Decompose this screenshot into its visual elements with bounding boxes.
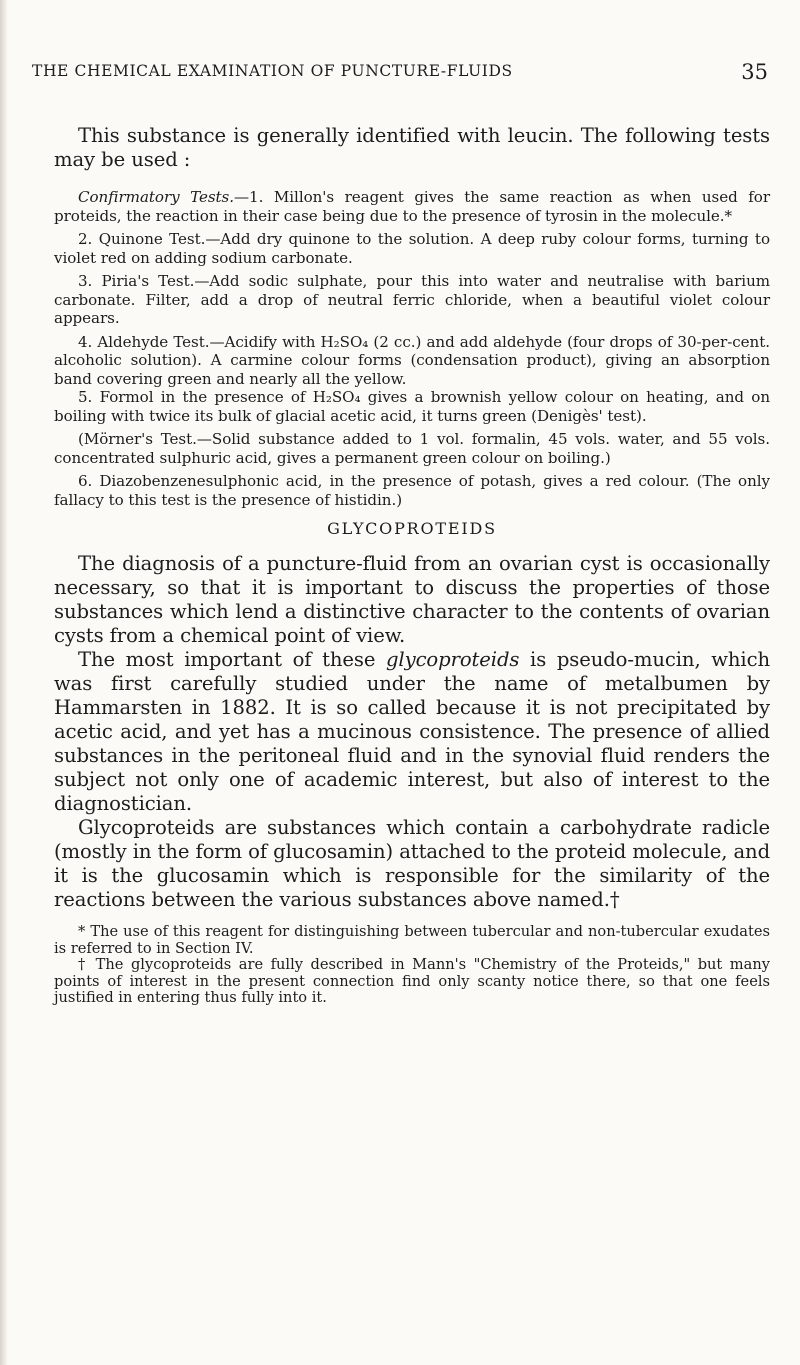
confirmatory-tests-label: Confirmatory Tests. — [78, 188, 234, 206]
page-body — [54, 124, 770, 1007]
footnote-asterisk: * The use of this reagent for distinguishing between tubercular and non-tubercular exudates is referred to in Section IV. — [54, 923, 770, 957]
footnote-dagger: † The glycoproteids are fully described in Mann's "Chemistry of the Proteids," but many points of interest in the present connection find only scanty notice there, so that one feels justified in entering thus fully into it. — [54, 956, 770, 1007]
morner-test: (Mörner's Test.—Solid substance added to 1 vol. formalin, 45 vols. water, and 55 vols. concentrated sulphuric acid, gives a permanent green colour on boiling.) — [54, 430, 770, 467]
section-heading: GLYCOPROTEIDS — [327, 519, 497, 538]
test-4-aldehyde: 4. Aldehyde Test.—Acidify with H₂SO₄ (2 cc.) and add aldehyde (four drops of 30-per-cent. alcoholic solution). A carmine colour forms (condensation product), giving an absorption band covering green and nearly all the yellow. — [54, 332, 770, 388]
test-6-diazobenzene: 6. Diazobenzenesulphonic acid, in the presence of potash, gives a red colour. (The only fallacy to this test is the presence of histidin.) — [54, 472, 770, 509]
test-2-quinone: 2. Quinone Test.—Add dry quinone to the solution. A deep ruby colour forms, turning to violet red on adding sodium carbonate. — [54, 230, 770, 267]
glycoproteids-paragraph-2 — [54, 648, 770, 816]
test-5-formol: 5. Formol in the presence of H₂SO₄ gives a brownish yellow colour on heating, and on boiling with twice its bulk of glacial acetic acid, it turns green (Denigès' test). — [54, 388, 770, 425]
running-title: THE CHEMICAL EXAMINATION OF PUNCTURE-FLUIDS — [32, 62, 513, 80]
glycoproteids-paragraph-3: Glycoproteids are substances which contain a carbohydrate radicle (mostly in the form of glucosamin) attached to the proteid molecule, and it is the glucosamin which is responsible for the similarity of the reactions between the various substances above named.† — [54, 816, 771, 911]
intro-paragraph: This substance is generally identified with leucin. The following tests may be used : — [54, 124, 770, 171]
glycoproteids-term: glycoproteids — [385, 648, 520, 671]
page-edge-shadow — [0, 0, 8, 1365]
test-1-text: —1. Millon's reagent gives the same reaction as when used for proteids, the reaction in their case being due to the presence of tyrosin in the molecule.* — [54, 188, 770, 225]
glycoproteids-paragraph-1: The diagnosis of a puncture-fluid from an ovarian cyst is occasionally necessary, so that it is important to discuss the properties of those substances which lend a distinctive character to the contents of ovarian cysts from a chemical point of view. — [54, 552, 770, 647]
page-number: 35 — [741, 60, 768, 84]
test-3-piria: 3. Piria's Test.—Add sodic sulphate, pour this into water and neutralise with barium carbonate. Filter, add a drop of neutral ferric chloride, when a beautiful violet colour appears. — [54, 272, 770, 327]
running-header — [32, 62, 768, 92]
p2-text-b: is pseudo-mucin, which was first carefully studied under the name of metalbumen by Hammarsten in 1882. It is so called because it is not precipitated by acetic acid, and yet has a mucinous consistence. The presence of allied substances in the peritoneal fluid and in the synovial fluid renders the subject not only one of academic interest, but also of interest to the diagnostician. — [54, 648, 770, 815]
confirmatory-test-1 — [54, 188, 770, 225]
p2-text-a: The most important of these — [78, 648, 386, 671]
